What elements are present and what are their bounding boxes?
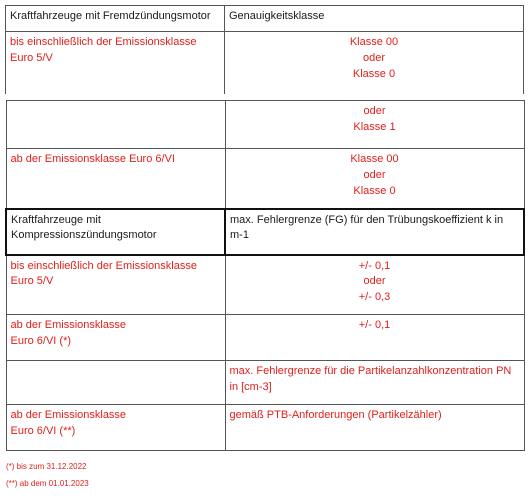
label-line: ab der Emissionsklasse (10, 319, 127, 331)
footnote-2: (**) ab dem 01.01.2023 (6, 479, 89, 488)
value-line: Klasse 00 (349, 36, 399, 48)
row-value-euro5-kompression (225, 255, 524, 315)
row-label-euro5-fremd (6, 32, 225, 96)
value-line: +/- 0,3 (358, 291, 391, 304)
row-value-euro5-fremd (225, 32, 524, 96)
row-value-euro6-fremd (225, 149, 524, 209)
label-line: in [cm-3] (229, 380, 272, 393)
row-value-euro6-partikel: gemäß PTB-Anforderungen (Partikelzähler) (225, 405, 524, 451)
value-line: oder (362, 51, 386, 64)
label-line: Euro 6/VI (**) (10, 424, 76, 437)
value-line: oder (363, 105, 386, 117)
label-line: Kraftfahrzeuge mit (11, 213, 101, 226)
label-line: bis einschließlich der Emissionsklasse (10, 36, 197, 48)
label-line: m-1 (230, 229, 249, 242)
value-line: oder (363, 168, 386, 181)
row-label-euro6-kompression (6, 315, 225, 361)
row-label-partikel-empty (6, 361, 225, 405)
value-line: +/- 0,1 (358, 319, 391, 331)
row-label-euro6-partikel (6, 405, 225, 451)
label-line: Euro 6/VI (*) (10, 334, 72, 347)
label-line: Euro 5/V (10, 275, 54, 288)
label-line: max. Fehlergrenze für die Partikelanzahlkonzentration PN (229, 365, 512, 377)
header-accuracy-class: Genauigkeitsklasse (225, 6, 524, 32)
header-kompression (6, 209, 225, 255)
value-line: Klasse 00 (350, 153, 399, 165)
value-line: +/- 0,1 (358, 259, 391, 272)
label-line: Euro 5/V (10, 51, 53, 64)
header-vehicle-type: Kraftfahrzeuge mit Fremdzündungsmotor (6, 6, 225, 32)
label-line: Kompressionszündungsmotor (11, 229, 157, 242)
value-line: Klasse 0 (353, 184, 396, 197)
footnote-1: (*) bis zum 31.12.2022 (6, 462, 87, 471)
header-trubung (225, 209, 524, 255)
label-line: bis einschließlich der Emissionsklasse (10, 259, 197, 272)
row-label-continued (6, 101, 225, 149)
row-value-euro6-kompression (225, 315, 524, 361)
row-label-euro6-fremd: ab der Emissionsklasse Euro 6/VI (6, 149, 225, 209)
value-line: oder (363, 275, 386, 288)
row-value-continued (225, 101, 524, 149)
value-line: Klasse 1 (353, 120, 396, 133)
label-line: ab der Emissionsklasse (10, 409, 127, 421)
label-line: max. Fehlergrenze (FG) für den Trübungskoeffizient k in (230, 213, 504, 226)
emission-table-part2 (5, 100, 525, 451)
header-partikel (225, 361, 524, 405)
row-label-euro5-kompression (6, 255, 225, 315)
value-line: Klasse 0 (352, 67, 396, 80)
emission-table-part1 (5, 5, 524, 96)
